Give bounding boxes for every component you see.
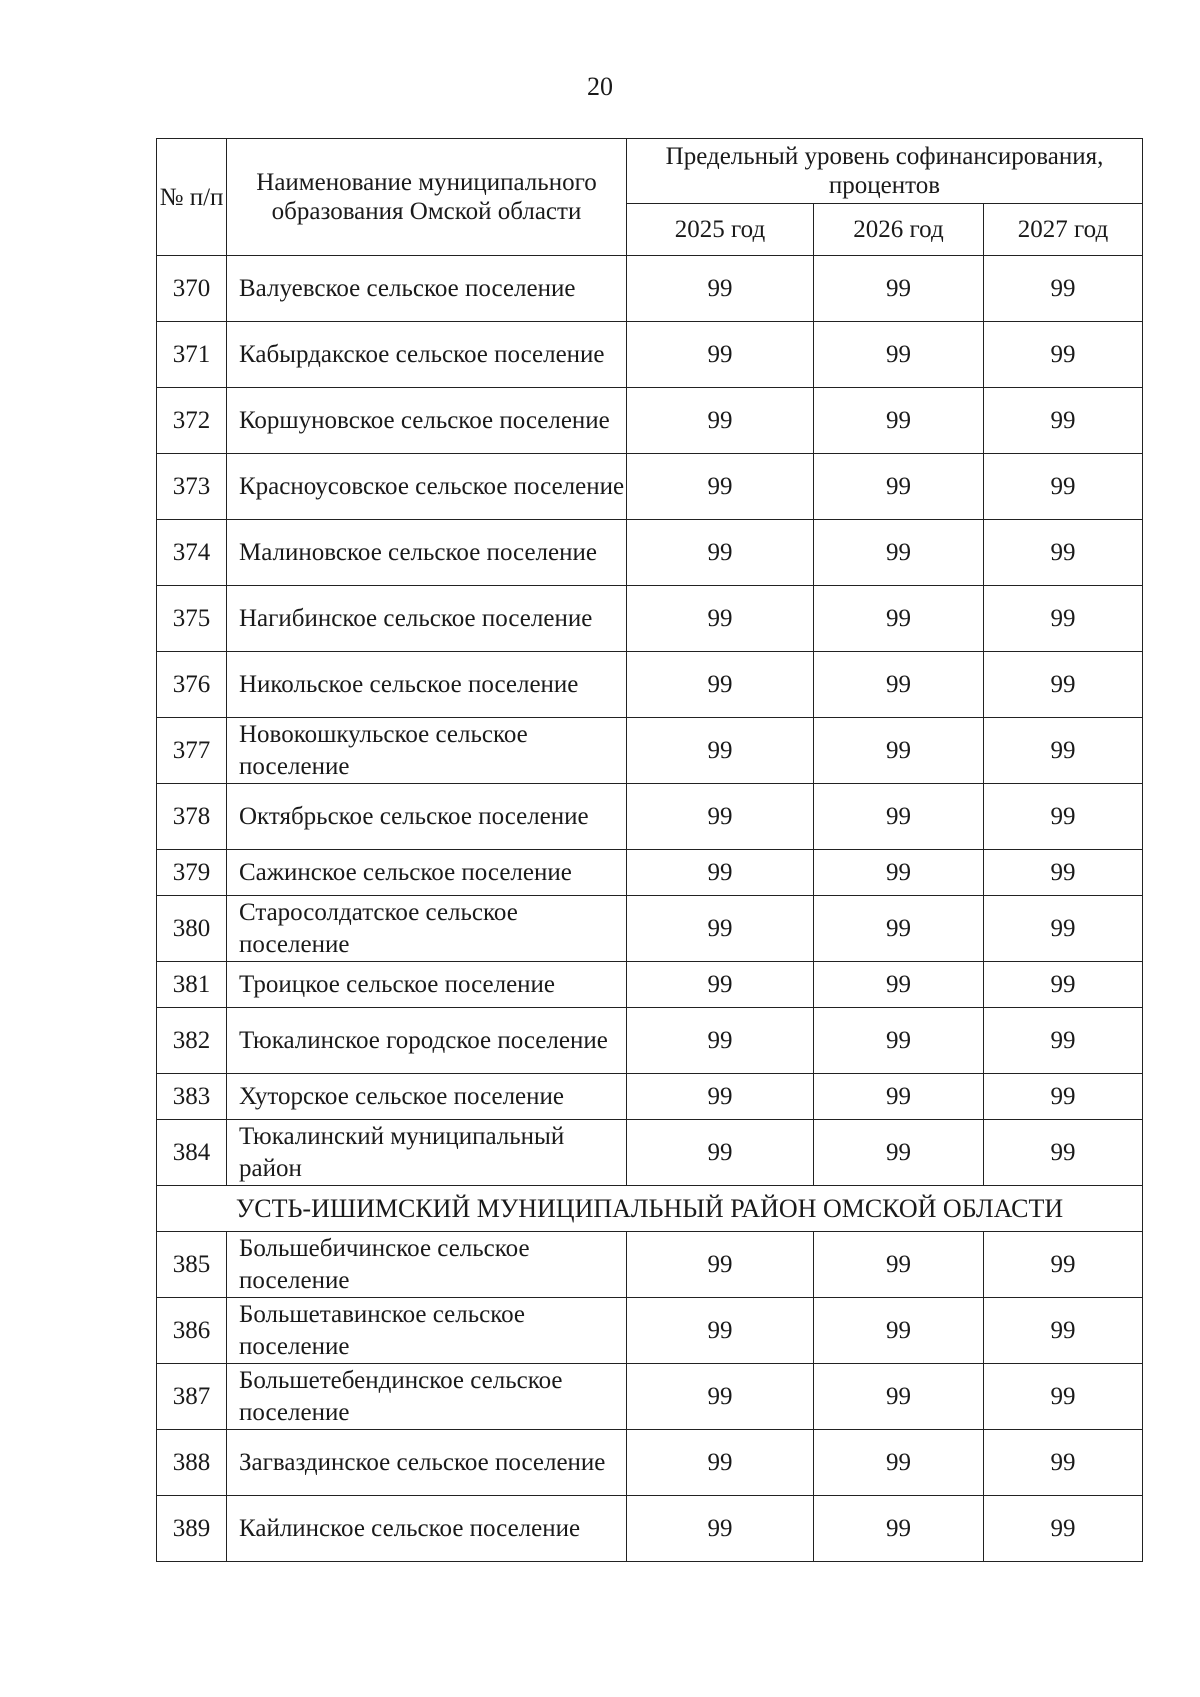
table-row [157, 1364, 1143, 1430]
row-value-2025: 99 [627, 586, 814, 652]
table-row [157, 1496, 1143, 1562]
row-name: Троицкое сельское поселение [227, 962, 627, 1008]
table-body-tyukalinsky [157, 256, 1143, 1186]
row-name: Сажинское сельское поселение [227, 850, 627, 896]
row-name: Малиновское сельское поселение [227, 520, 627, 586]
row-number: 387 [157, 1364, 227, 1430]
row-value-2026: 99 [814, 1430, 984, 1496]
row-number: 377 [157, 718, 227, 784]
row-number: 374 [157, 520, 227, 586]
row-number: 370 [157, 256, 227, 322]
row-value-2025: 99 [627, 1430, 814, 1496]
row-value-2025: 99 [627, 850, 814, 896]
cofinancing-table [156, 138, 1143, 1562]
section-title: УСТЬ-ИШИМСКИЙ МУНИЦИПАЛЬНЫЙ РАЙОН ОМСКОЙ ОБЛАСТИ [157, 1186, 1143, 1232]
table-row [157, 520, 1143, 586]
table-row [157, 1008, 1143, 1074]
header-year-2027: 2027 год [984, 204, 1143, 256]
row-name: Большебичинское сельское поселение [227, 1232, 627, 1298]
row-name: Кабырдакское сельское поселение [227, 322, 627, 388]
table-row [157, 1430, 1143, 1496]
row-value-2025: 99 [627, 454, 814, 520]
row-name: Нагибинское сельское поселение [227, 586, 627, 652]
row-value-2025: 99 [627, 1364, 814, 1430]
row-value-2027: 99 [984, 1364, 1143, 1430]
page-number: 20 [587, 72, 613, 101]
row-value-2026: 99 [814, 850, 984, 896]
row-value-2025: 99 [627, 784, 814, 850]
row-value-2027: 99 [984, 1232, 1143, 1298]
table-row [157, 1298, 1143, 1364]
table-row [157, 784, 1143, 850]
row-number: 379 [157, 850, 227, 896]
table-row [157, 1074, 1143, 1120]
row-name: Кайлинское сельское поселение [227, 1496, 627, 1562]
row-name: Загваздинское сельское поселение [227, 1430, 627, 1496]
row-value-2026: 99 [814, 586, 984, 652]
table-row [157, 1232, 1143, 1298]
row-value-2025: 99 [627, 1298, 814, 1364]
row-value-2025: 99 [627, 896, 814, 962]
row-value-2027: 99 [984, 388, 1143, 454]
table-row [157, 388, 1143, 454]
header-year-2026: 2026 год [814, 204, 984, 256]
row-value-2025: 99 [627, 1232, 814, 1298]
row-name: Красноусовское сельское поселение [227, 454, 627, 520]
row-value-2027: 99 [984, 1074, 1143, 1120]
row-value-2025: 99 [627, 1120, 814, 1186]
row-name: Валуевское сельское поселение [227, 256, 627, 322]
row-value-2026: 99 [814, 1232, 984, 1298]
row-number: 375 [157, 586, 227, 652]
row-name: Большетебендинское сельское поселение [227, 1364, 627, 1430]
row-value-2027: 99 [984, 520, 1143, 586]
row-value-2025: 99 [627, 1074, 814, 1120]
row-value-2026: 99 [814, 1008, 984, 1074]
row-value-2026: 99 [814, 388, 984, 454]
row-value-2025: 99 [627, 520, 814, 586]
row-value-2027: 99 [984, 850, 1143, 896]
row-value-2027: 99 [984, 454, 1143, 520]
row-value-2025: 99 [627, 652, 814, 718]
row-number: 380 [157, 896, 227, 962]
row-number: 382 [157, 1008, 227, 1074]
row-value-2027: 99 [984, 718, 1143, 784]
row-number: 383 [157, 1074, 227, 1120]
row-number: 371 [157, 322, 227, 388]
row-value-2025: 99 [627, 322, 814, 388]
row-value-2027: 99 [984, 1430, 1143, 1496]
row-number: 385 [157, 1232, 227, 1298]
row-value-2026: 99 [814, 652, 984, 718]
row-value-2025: 99 [627, 718, 814, 784]
header-name: Наименование муниципального образования Омской области [227, 139, 627, 256]
row-name: Коршуновское сельское поселение [227, 388, 627, 454]
row-value-2026: 99 [814, 1298, 984, 1364]
table-header [157, 139, 1143, 256]
table-row [157, 850, 1143, 896]
row-value-2027: 99 [984, 652, 1143, 718]
row-value-2025: 99 [627, 1496, 814, 1562]
row-value-2026: 99 [814, 322, 984, 388]
table-row [157, 256, 1143, 322]
row-number: 389 [157, 1496, 227, 1562]
row-value-2026: 99 [814, 896, 984, 962]
row-value-2027: 99 [984, 322, 1143, 388]
row-value-2025: 99 [627, 256, 814, 322]
table-row [157, 896, 1143, 962]
row-name: Никольское сельское поселение [227, 652, 627, 718]
row-value-2026: 99 [814, 1496, 984, 1562]
row-value-2027: 99 [984, 784, 1143, 850]
row-value-2026: 99 [814, 784, 984, 850]
table-row [157, 586, 1143, 652]
row-number: 373 [157, 454, 227, 520]
row-number: 388 [157, 1430, 227, 1496]
row-number: 381 [157, 962, 227, 1008]
row-value-2026: 99 [814, 1364, 984, 1430]
table-row [157, 962, 1143, 1008]
row-number: 372 [157, 388, 227, 454]
header-year-2025: 2025 год [627, 204, 814, 256]
row-value-2027: 99 [984, 256, 1143, 322]
header-level: Предельный уровень софинансирования, процентов [627, 139, 1143, 204]
row-value-2026: 99 [814, 256, 984, 322]
row-name: Тюкалинское городское поселение [227, 1008, 627, 1074]
table-body-ust-ishimsky [157, 1232, 1143, 1562]
row-name: Большетавинское сельское поселение [227, 1298, 627, 1364]
section-row-group [157, 1186, 1143, 1232]
table-row [157, 322, 1143, 388]
row-name: Хуторское сельское поселение [227, 1074, 627, 1120]
table-row [157, 454, 1143, 520]
row-number: 386 [157, 1298, 227, 1364]
row-value-2027: 99 [984, 1496, 1143, 1562]
row-value-2026: 99 [814, 1074, 984, 1120]
row-value-2026: 99 [814, 520, 984, 586]
row-value-2026: 99 [814, 962, 984, 1008]
row-value-2027: 99 [984, 962, 1143, 1008]
row-number: 378 [157, 784, 227, 850]
row-value-2027: 99 [984, 1298, 1143, 1364]
row-name: Тюкалинский муниципальный район [227, 1120, 627, 1186]
row-value-2026: 99 [814, 718, 984, 784]
row-number: 376 [157, 652, 227, 718]
row-value-2027: 99 [984, 896, 1143, 962]
row-value-2027: 99 [984, 586, 1143, 652]
row-value-2025: 99 [627, 962, 814, 1008]
row-name: Новокошкульское сельское поселение [227, 718, 627, 784]
table-row [157, 652, 1143, 718]
row-value-2027: 99 [984, 1008, 1143, 1074]
row-value-2026: 99 [814, 1120, 984, 1186]
table-row [157, 1120, 1143, 1186]
row-name: Старосолдатское сельское поселение [227, 896, 627, 962]
row-value-2025: 99 [627, 388, 814, 454]
row-number: 384 [157, 1120, 227, 1186]
row-value-2027: 99 [984, 1120, 1143, 1186]
row-value-2025: 99 [627, 1008, 814, 1074]
table-row [157, 718, 1143, 784]
row-name: Октябрьское сельское поселение [227, 784, 627, 850]
row-value-2026: 99 [814, 454, 984, 520]
header-number: № п/п [157, 139, 227, 256]
